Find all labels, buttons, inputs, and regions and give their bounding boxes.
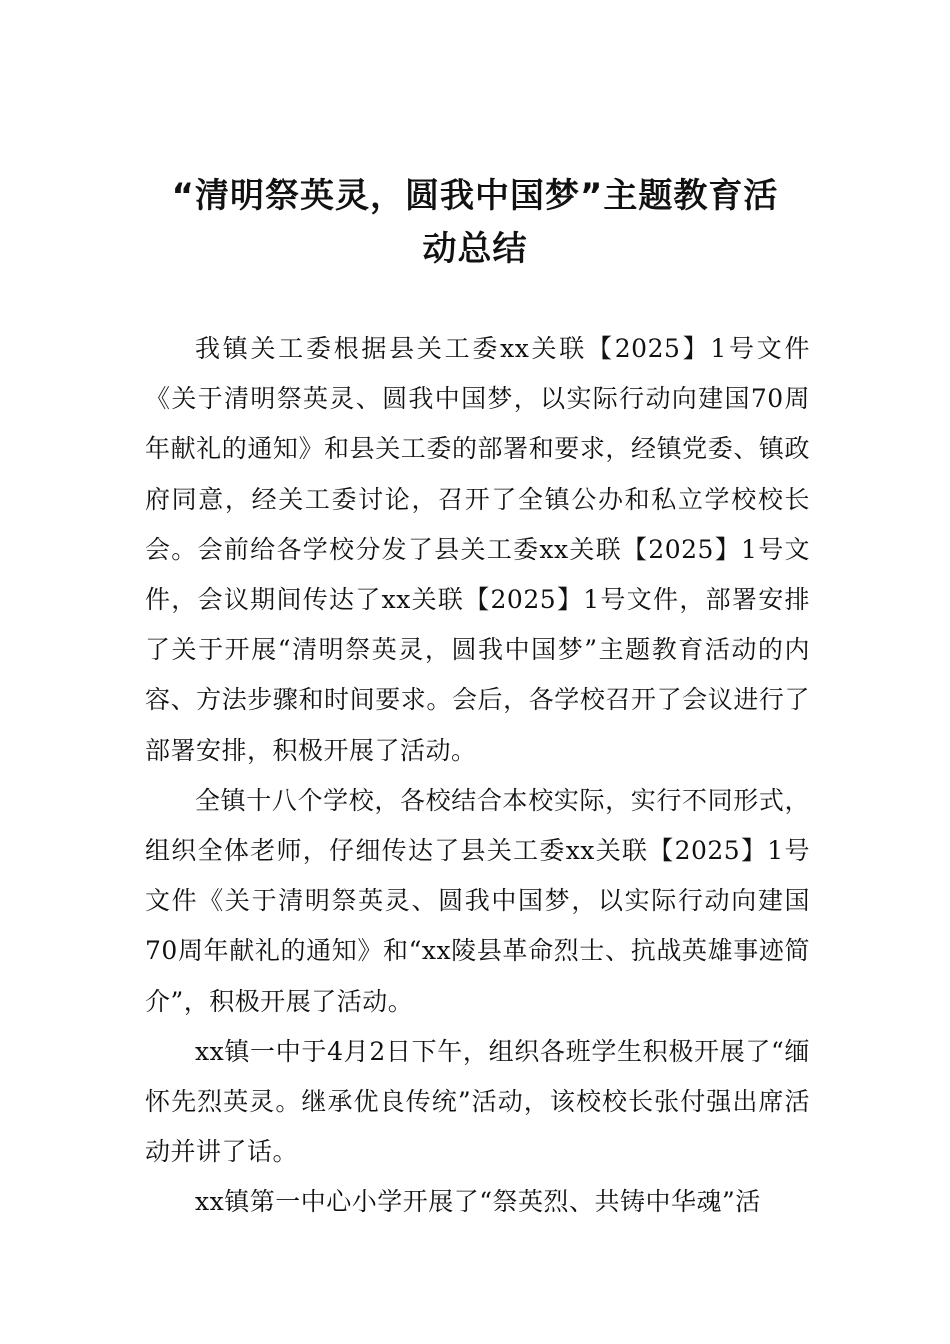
document-title bbox=[140, 170, 810, 276]
document-body bbox=[145, 324, 810, 1228]
paragraph-3: xx镇一中于4月2日下午，组织各班学生积极开展了“缅怀先烈英灵。继承优良传统”活动，该校校长张付强出席活动并讲了话。 bbox=[145, 1036, 810, 1167]
title-line-1: “清明祭英灵，圆我中国梦”主题教育活 bbox=[171, 176, 779, 216]
paragraph-1: 我镇关工委根据县关工委xx关联【2025】1号文件《关于清明祭英灵、圆我中国梦，以实际行动向建国70周年献礼的通知》和县关工委的部署和要求，经镇党委、镇政府同意，经关工委讨论，召开了全镇公办和私立学校校长会。会前给各学校分发了县关工委xx关联【2025】1号文件，会议期间传达了xx关联【2025】1号文件，部署安排了关于开展“清明祭英灵，圆我中国梦”主题教育活动的内容、方法步骤和时间要求。会后，各学校召开了会议进行了部署安排，积极开展了活动。 bbox=[145, 334, 810, 765]
title-line-2: 动总结 bbox=[422, 229, 528, 269]
paragraph-4: xx镇第一中心小学开展了“祭英烈、共铸中华魂”活 bbox=[195, 1187, 761, 1217]
paragraph-2: 全镇十八个学校，各校结合本校实际，实行不同形式，组织全体老师，仔细传达了县关工委xx关联【2025】1号文件《关于清明祭英灵、圆我中国梦，以实际行动向建国70周年献礼的通知》和“xx陵县革命烈士、抗战英雄事迹简介”，积极开展了活动。 bbox=[145, 785, 810, 1016]
